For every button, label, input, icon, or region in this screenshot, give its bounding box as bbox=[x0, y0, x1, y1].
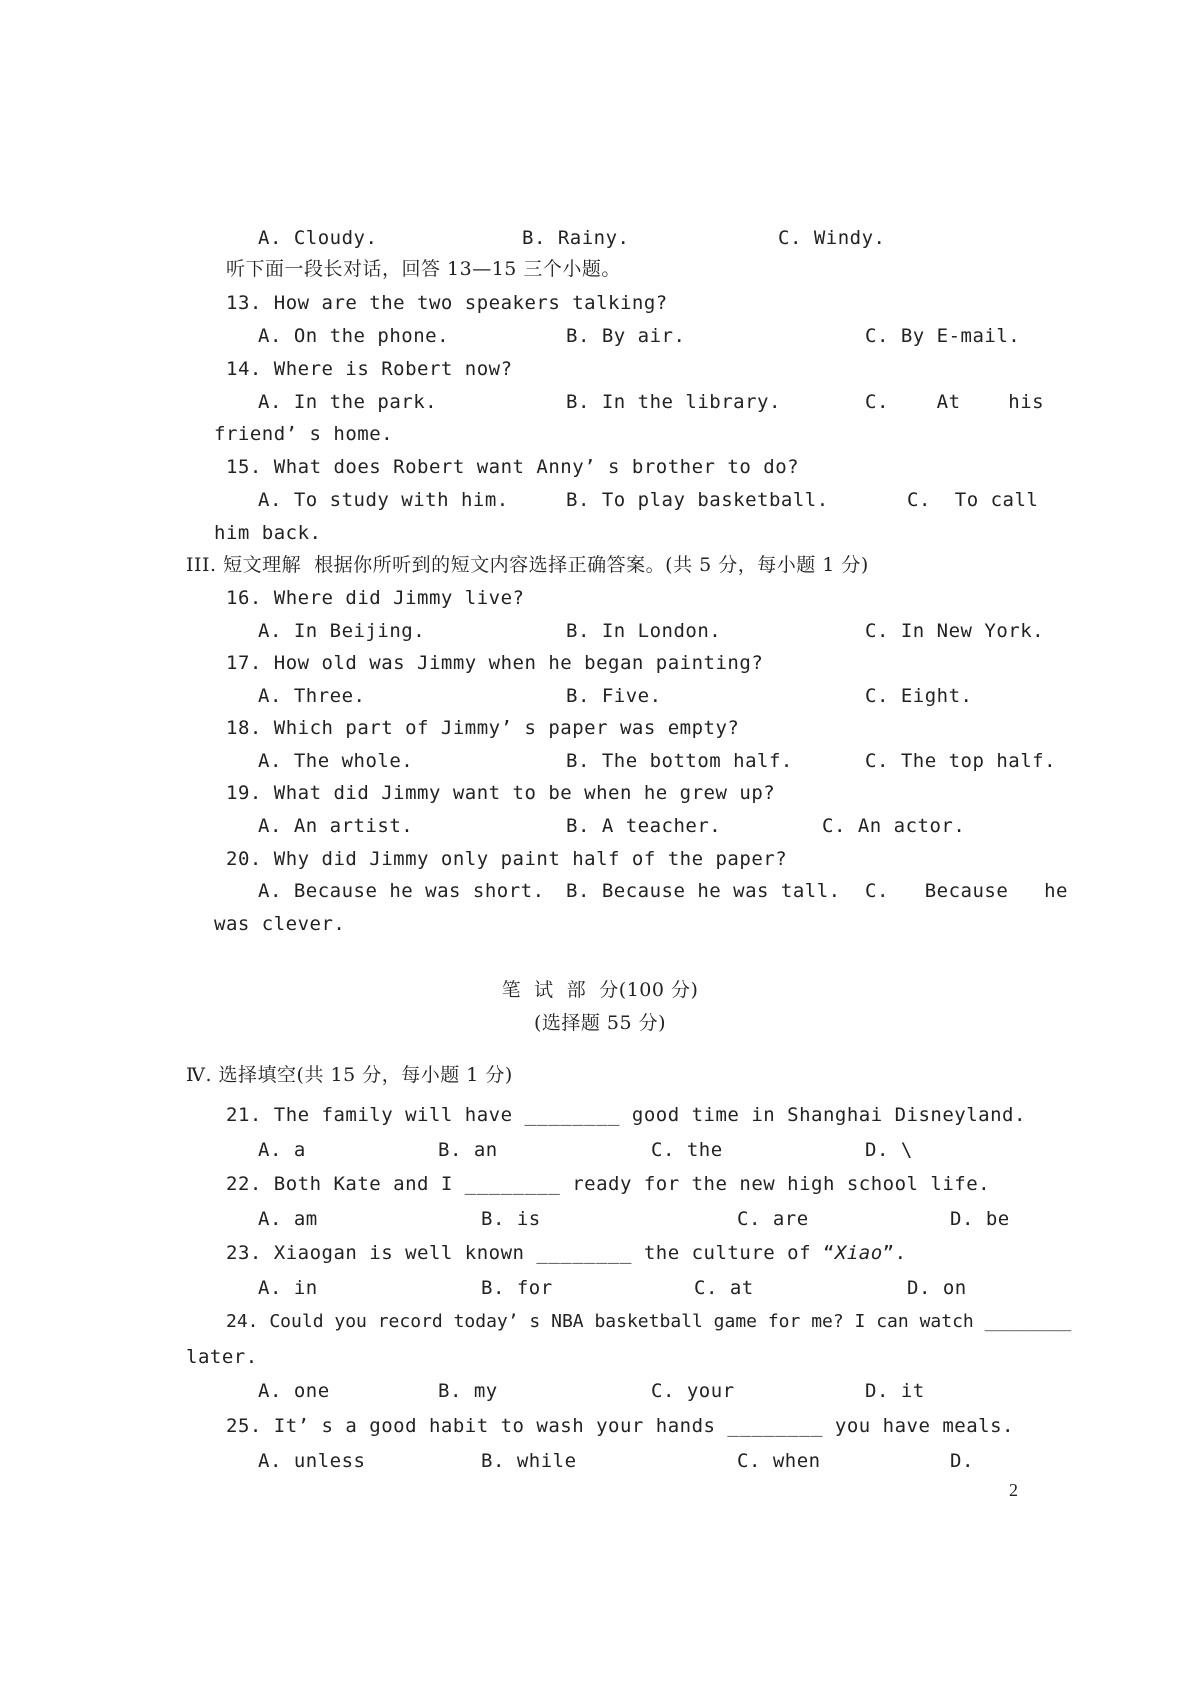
q14-option-a: A. In the park. bbox=[258, 391, 438, 413]
q17-option-b: B. Five. bbox=[566, 685, 662, 707]
section-4-heading: Ⅳ. 选择填空(共 15 分，每小题 1 分) bbox=[186, 1064, 513, 1086]
q20-option-c-continued: was clever. bbox=[214, 913, 346, 935]
q21-stem: 21. The family will have ________ good time in Shanghai Disneyland. bbox=[226, 1104, 1026, 1126]
q16-option-c: C. In New York. bbox=[865, 620, 1045, 642]
q12-option-c: C. Windy. bbox=[778, 227, 886, 249]
q23-stem-text: 23. Xiaogan is well known ________ the culture of “ bbox=[226, 1242, 835, 1264]
q15-option-b: B. To play basketball. bbox=[566, 489, 829, 511]
q17-option-c: C. Eight. bbox=[865, 685, 973, 707]
q23-option-b: B. for bbox=[481, 1277, 553, 1299]
q13-option-a: A. On the phone. bbox=[258, 325, 450, 347]
q21-option-b: B. an bbox=[438, 1139, 498, 1161]
written-part-title: 笔 试 部 分(100 分) bbox=[501, 979, 699, 1001]
q24-option-b: B. my bbox=[438, 1380, 498, 1402]
q17-stem: 17. How old was Jimmy when he began painting? bbox=[226, 652, 764, 674]
written-part-subtitle: (选择题 55 分) bbox=[533, 1012, 667, 1034]
q22-option-b: B. is bbox=[481, 1208, 541, 1230]
q19-option-b: B. A teacher. bbox=[566, 815, 722, 837]
q13-option-b: B. By air. bbox=[566, 325, 686, 347]
q19-stem: 19. What did Jimmy want to be when he grew up? bbox=[226, 782, 776, 804]
section-3-heading: III. 短文理解 根据你所听到的短文内容选择正确答案。(共 5 分，每小题 1 分) bbox=[186, 554, 869, 576]
q12-option-a: A. Cloudy. bbox=[258, 227, 378, 249]
q23-option-c: C. at bbox=[694, 1277, 754, 1299]
q15-stem: 15. What does Robert want Anny’ s brother to do? bbox=[226, 456, 800, 478]
q23-option-a: A. in bbox=[258, 1277, 318, 1299]
q24-option-d: D. it bbox=[865, 1380, 925, 1402]
q20-option-a: A. Because he was short. bbox=[258, 880, 545, 902]
q14-stem: 14. Where is Robert now? bbox=[226, 358, 513, 380]
q18-option-c: C. The top half. bbox=[865, 750, 1057, 772]
q21-option-c: C. the bbox=[651, 1139, 723, 1161]
q13-option-c: C. By E-mail. bbox=[865, 325, 1021, 347]
q25-option-a: A. unless bbox=[258, 1450, 366, 1472]
q22-option-d: D. be bbox=[950, 1208, 1010, 1230]
q14-option-c-continued: friend’ s home. bbox=[214, 423, 394, 445]
q16-option-a: A. In Beijing. bbox=[258, 620, 426, 642]
q20-stem: 20. Why did Jimmy only paint half of the paper? bbox=[226, 848, 788, 870]
q19-option-a: A. An artist. bbox=[258, 815, 414, 837]
q21-option-a: A. a bbox=[258, 1139, 306, 1161]
q21-option-d: D. \ bbox=[865, 1139, 913, 1161]
q15-option-c: C. To call bbox=[907, 489, 1039, 511]
q24-option-a: A. one bbox=[258, 1380, 330, 1402]
q14-option-c: C. At his bbox=[865, 391, 1045, 413]
q24-stem: 24. Could you record today’ s NBA basketball game for me? I can watch ________ bbox=[226, 1311, 1072, 1332]
q22-option-a: A. am bbox=[258, 1208, 318, 1230]
q15-option-a: A. To study with him. bbox=[258, 489, 509, 511]
q14-option-b: B. In the library. bbox=[566, 391, 781, 413]
q22-stem: 22. Both Kate and I ________ ready for the new high school life. bbox=[226, 1173, 991, 1195]
q24-stem-continued: later. bbox=[186, 1346, 258, 1368]
q23-stem-xiao: Xiao bbox=[834, 1242, 883, 1264]
q18-stem: 18. Which part of Jimmy’ s paper was empty? bbox=[226, 717, 740, 739]
q16-stem: 16. Where did Jimmy live? bbox=[226, 587, 525, 609]
q25-stem: 25. It’ s a good habit to wash your hands ________ you have meals. bbox=[226, 1415, 1014, 1437]
q17-option-a: A. Three. bbox=[258, 685, 366, 707]
q16-option-b: B. In London. bbox=[566, 620, 722, 642]
q20-option-b: B. Because he was tall. bbox=[566, 880, 841, 902]
q13-stem: 13. How are the two speakers talking? bbox=[226, 292, 668, 314]
q19-option-c: C. An actor. bbox=[822, 815, 966, 837]
q24-option-c: C. your bbox=[651, 1380, 735, 1402]
q18-option-a: A. The whole. bbox=[258, 750, 414, 772]
q23-stem-end: ”. bbox=[882, 1242, 907, 1264]
q15-option-c-continued: him back. bbox=[214, 522, 322, 544]
q18-option-b: B. The bottom half. bbox=[566, 750, 793, 772]
q23-stem bbox=[226, 1240, 907, 1266]
q23-option-d: D. on bbox=[907, 1277, 967, 1299]
dialog-intro: 听下面一段长对话，回答 13—15 三个小题。 bbox=[226, 258, 621, 280]
q12-option-b: B. Rainy. bbox=[522, 227, 630, 249]
q25-option-c: C. when bbox=[737, 1450, 821, 1472]
q25-option-b: B. while bbox=[481, 1450, 577, 1472]
q20-option-c: C. Because he bbox=[865, 880, 1068, 902]
page-number: 2 bbox=[1009, 1480, 1018, 1500]
q25-option-d: D. bbox=[950, 1450, 974, 1472]
q22-option-c: C. are bbox=[737, 1208, 809, 1230]
